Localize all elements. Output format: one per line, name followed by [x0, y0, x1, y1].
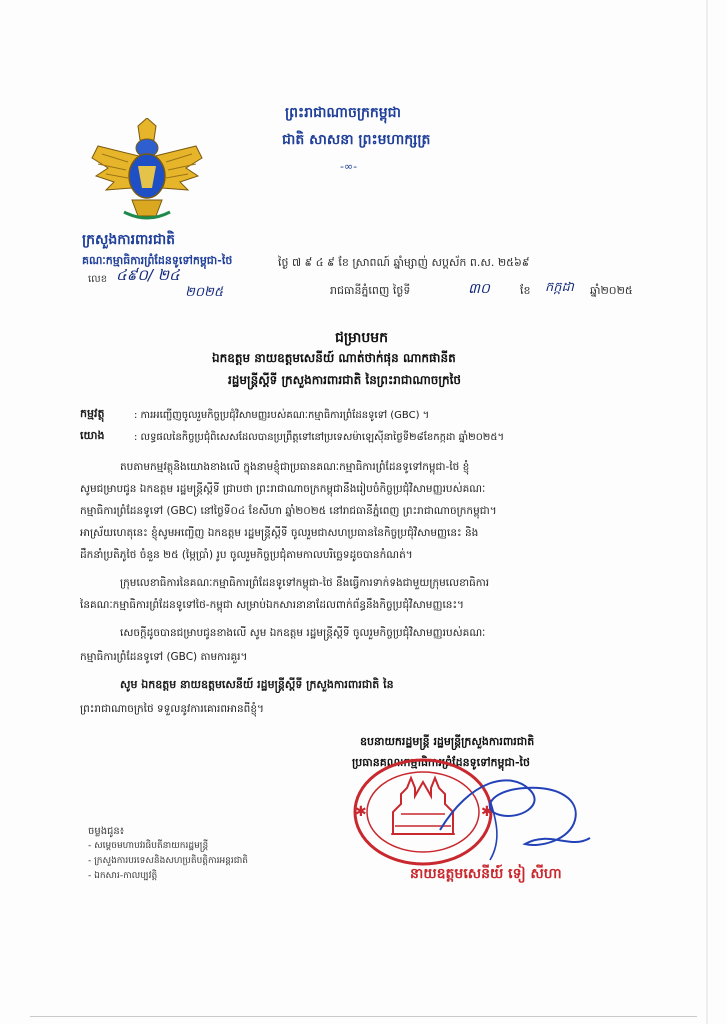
svg-text:✱: ✱ [355, 804, 367, 820]
solar-date-prefix: រាជធានីភ្នំពេញ ថ្ងៃទី [330, 284, 411, 297]
national-motto: ជាតិ សាសនា ព្រះមហាក្សត្រ [282, 132, 431, 148]
recipient-line-2: រដ្ឋមន្ត្រីស្តីទី ក្រសួងការពារជាតិ នៃព្រះរាជាណាចក្រថៃ [228, 373, 462, 387]
handwritten-signature-icon [430, 760, 600, 870]
body-p2-line-1: ក្រុមលេខាធិការនៃគណៈកម្មាធិការព្រំដែនទូទៅកម្ពុជា-ថៃ នឹងធ្វើការទាក់ទងជាមួយក្រុមលេខាធិការ [120, 577, 490, 589]
lunar-date: ថ្ងៃ ៧ ៩ ៤ ៩ ខែ ស្រាពណ៍ ឆ្នាំម្សាញ់ សប្តស័ក ព.ស. ២៥៦៩ [278, 256, 530, 269]
subject-label: កម្មវត្ថុ [80, 407, 105, 420]
body-p1-line-2: សូមជម្រាបជូន ឯកឧត្តម រដ្ឋមន្ត្រីស្តីទី ជ្រាបថា ព្រះរាជាណាចក្រកម្ពុជានឹងរៀបចំកិច្ចប្រជុំវិសាមញ្ញរបស់គណៈ [80, 483, 486, 495]
reference-label: យោង [80, 429, 105, 442]
body-p3-line-1: សេចក្តីដូចបានជម្រាបជូនខាងលើ សូម ឯកឧត្តម រដ្ឋមន្ត្រីស្តីទី ចូលរួមកិច្ចប្រជុំវិសាមញ្ញរបស់គណៈ [120, 627, 486, 639]
bottom-rule [30, 1016, 697, 1017]
date-year: ឆ្នាំ២០២៥ [590, 284, 633, 297]
cc-item-3: - ឯកសារ-កាលប្បវត្តិ [88, 871, 158, 881]
closing-line-1: សូម ឯកឧត្តម នាយឧត្តមសេនីយ៍ រដ្ឋមន្ត្រីស្តីទី ក្រសួងការពារជាតិ នៃ [120, 678, 394, 691]
reference-text: : លទ្ធផលនៃកិច្ចប្រជុំពិសេសដែលបានប្រព្រឹត្តទៅនៅប្រទេសម៉ាឡេស៊ីនាថ្ងៃទី២៨ខែកក្កដា ឆ្នាំ២០២៥។ [134, 432, 505, 443]
ministry-name: ក្រសួងការពារជាតិ [82, 232, 176, 248]
kingdom-title: ព្រះរាជាណាចក្រកម្ពុជា [285, 105, 402, 121]
salutation: ជម្រាបមក [335, 330, 389, 346]
month-label: ខែ [520, 284, 531, 297]
ref-label: លេខ [88, 274, 108, 285]
signatory-name: នាយឧត្តមសេនីយ៍ ទៀ សីហា [410, 866, 562, 882]
body-p1-line-3: កម្មាធិការព្រំដែនទូទៅ (GBC) នៅថ្ងៃទី០៤ ខែសីហា ឆ្នាំ២០២៥ នៅរាជធានីភ្នំពេញ ព្រះរាជាណាចក្រកម្ពុជា។ [80, 505, 497, 517]
date-month: កក្កដា [545, 280, 574, 295]
header-ornament: -∞- [340, 160, 358, 173]
signatory-title-1: ឧបនាយករដ្ឋមន្ត្រី រដ្ឋមន្ត្រីក្រសួងការពារជាតិ [360, 735, 535, 748]
body-p1-line-1: តបតាមកម្មវត្ថុនិងយោងខាងលើ ក្នុងនាមខ្ញុំជាប្រធានគណៈកម្មាធិការព្រំដែនទូទៅកម្ពុជា-ថៃ ខ្ញុំ [120, 461, 470, 473]
signatory-title-2: ប្រធានគណៈកម្មាធិការព្រំដែនទូទៅកម្ពុជា-ថៃ [352, 756, 531, 769]
ministry-emblem-icon [88, 118, 206, 228]
page-edge [706, 0, 708, 1024]
svg-text:✱: ✱ [481, 804, 493, 820]
body-p2-line-2: នៃគណៈកម្មាធិការព្រំដែនទូទៅថៃ-កម្ពុជា សម្រាប់ឯកសារនានាដែលពាក់ព័ន្ធនឹងកិច្ចប្រជុំវិសាមញ្ញនេះ។ [80, 599, 464, 611]
date-day: ៣០ [468, 281, 490, 297]
body-p1-line-4: អាស្រ័យហេតុនេះ ខ្ញុំសូមអញ្ជើញ ឯកឧត្តម រដ្ឋមន្ត្រីស្តីទី ចូលរួមជាសហប្រធាននៃកិច្ចប្រជុំវិសាមញ្ញនេះ និង [80, 527, 479, 539]
cc-item-2: - ក្រសួងការបរទេសនិងសហប្រតិបត្តិការអន្តរជាតិ [88, 856, 249, 866]
body-p3-line-2: កម្មាធិការព្រំដែនទូទៅ (GBC) តាមការគួរ។ [80, 651, 248, 663]
ref-year: ២០២៥ [185, 285, 224, 300]
recipient-line-1: ឯកឧត្តម នាយឧត្តមសេនីយ៍ ណាត់ថាក់ផុន ណាកផានីត [212, 351, 456, 365]
cc-label: ចម្លងជូន៖ [88, 826, 125, 837]
committee-name: គណៈកម្មាធិការព្រំដែនទូទៅកម្ពុជា-ថៃ [82, 254, 233, 267]
cc-item-1: - សម្តេចមហាបវរធិបតីនាយករដ្ឋមន្ត្រី [88, 841, 209, 851]
closing-line-2: ព្រះរាជាណាចក្រថៃ ទទួលនូវការគោរពអានពីខ្ញុំ។ [80, 703, 264, 715]
ref-number: ៤៩០/ ២៤ [116, 266, 180, 284]
body-p1-line-5: ដឹកនាំប្រតិភូថៃ ចំនួន ២៥ (ម្ភៃប្រាំ) រូប ចូលរួមកិច្ចប្រជុំតាមកាលបរិច្ឆេទដូចបានកំណត់។ [80, 549, 413, 561]
subject-text: : ការអញ្ជើញចូលរួមកិច្ចប្រជុំវិសាមញ្ញរបស់គណៈកម្មាធិការព្រំដែនទូទៅ (GBC) ។ [134, 410, 430, 421]
